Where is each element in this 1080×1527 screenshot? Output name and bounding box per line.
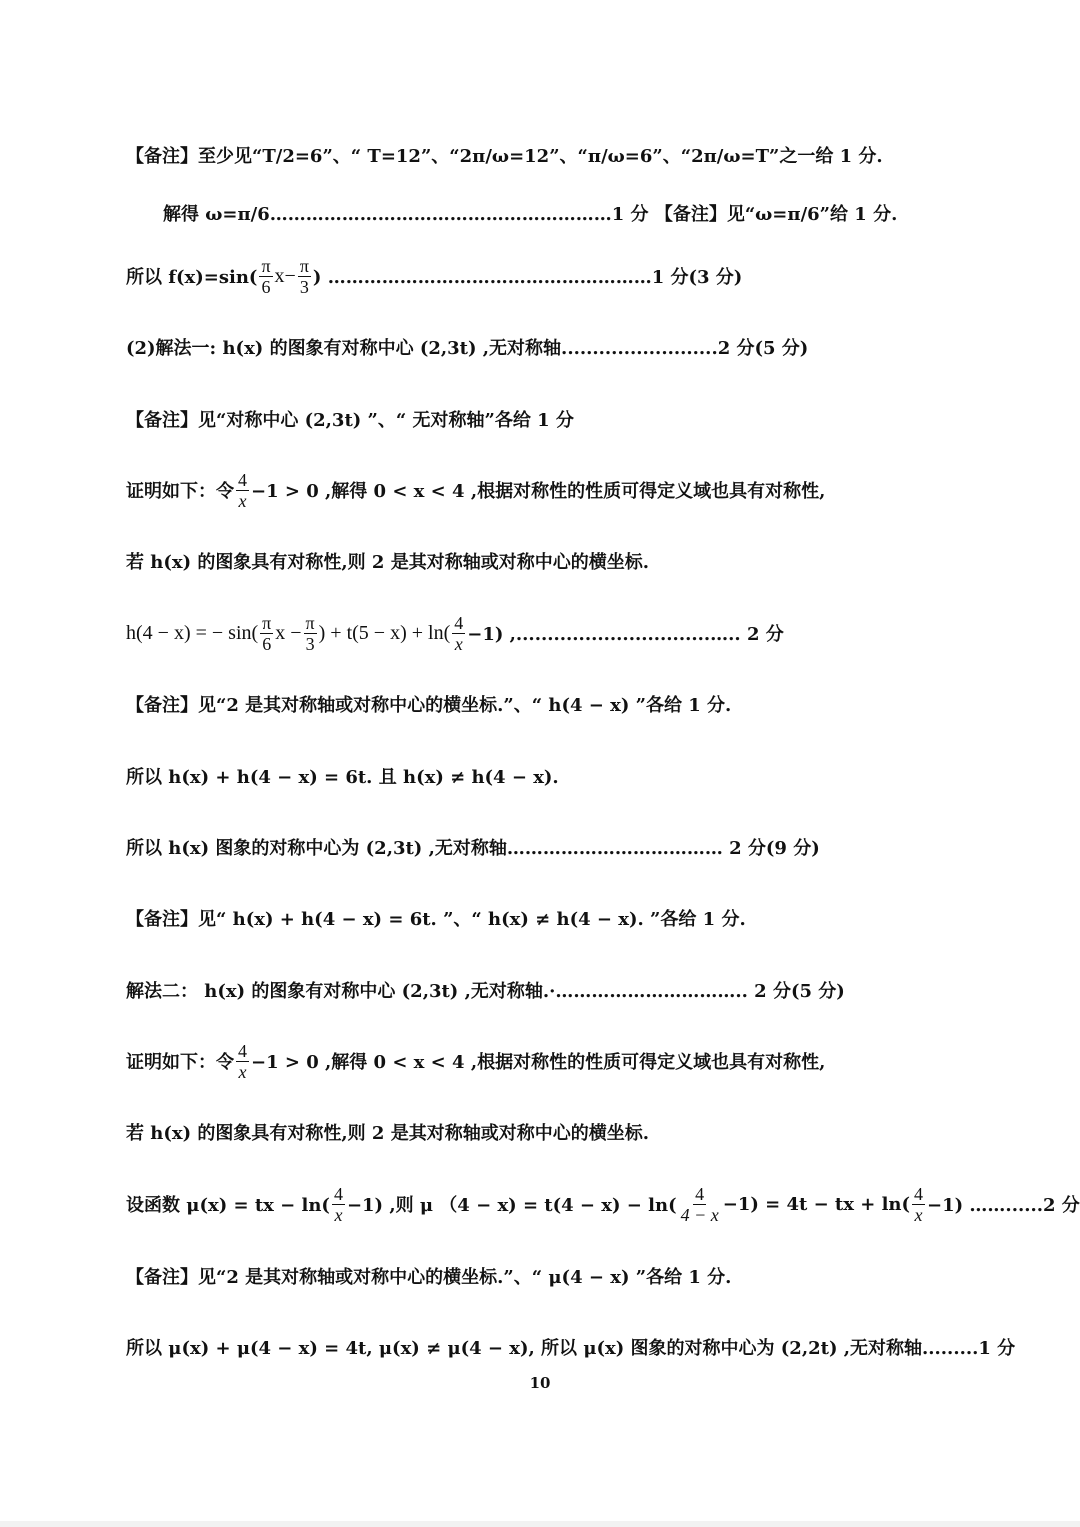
fraction-pi-6: $\frac{\pi}{6}$: [261, 255, 271, 297]
function-result-line: 所以 f(x)=sin( $\frac{\pi}{6}$ x− $\frac{\pi}{3}$ ) ………………………………………………1 分(3 分): [126, 255, 743, 297]
page-number: 10: [529, 1374, 551, 1392]
part2-method1-line: (2)解法一: h(x) 的图象有对称中心 (2,3t) ,无对称轴.........................2 分(5 分): [126, 338, 809, 359]
fraction-pi-3: $\frac{\pi}{3}$: [305, 612, 315, 654]
mu-definition-line: 设函数 μ(x) = tx − ln( $\frac{4}{x}$ −1) ,则 μ （4 − x) = t(4 − x) − ln( $\frac{4}{4 - x}$ −1) = 4t − tx + ln( $\frac{4}{x}$ −1) ……......2 分: [126, 1183, 1080, 1225]
fraction-4-over-4-minus-x: $\frac{4}{4 - x}$: [680, 1183, 719, 1225]
solve-omega-line: 解得 ω=π/6…………………………………………………1 分 【备注】见“ω=π/6”给 1 分.: [163, 204, 898, 225]
note-line-3: 【备注】见“2 是其对称轴或对称中心的横坐标.”、“ h(4 − x) ”各给 1 分.: [126, 695, 732, 716]
fraction-pi-3: $\frac{\pi}{3}$: [299, 255, 309, 297]
symmetry-line-2: 若 h(x) 的图象具有对称性,则 2 是其对称轴或对称中心的横坐标.: [126, 1123, 649, 1144]
fraction-4-x: $\frac{4}{x}$: [333, 1183, 343, 1225]
sum-line-1: 所以 h(x) + h(4 − x) = 6t. 且 h(x) ≠ h(4 − x).: [126, 767, 559, 788]
proof-line-1: 证明如下：令 $\frac{4}{x}$ −1 > 0 ,解得 0 < x < 4 ,根据对称性的性质可得定义域也具有对称性,: [126, 469, 826, 511]
fraction-4-x: $\frac{4}{x}$: [238, 1040, 247, 1082]
note-line-1: 【备注】至少见“T/2=6”、“ T=12”、“2π/ω=12”、“π/ω=6”、“2π/ω=T”之一给 1 分.: [126, 146, 883, 167]
note-line-4: 【备注】见“ h(x) + h(4 − x) = 6t. ”、“ h(x) ≠ h(4 − x). ”各给 1 分.: [126, 909, 746, 930]
method2-line: 解法二： h(x) 的图象有对称中心 (2,3t) ,无对称轴.·………………………….. 2 分(5 分): [126, 981, 845, 1002]
fraction-4-x: $\frac{4}{x}$: [914, 1183, 924, 1225]
fraction-4-x: $\frac{4}{x}$: [454, 612, 464, 654]
h-4-minus-x-line: h(4 − x) = − sin( $\frac{\pi}{6}$ x − $\frac{\pi}{3}$ ) + t(5 − x) + ln( $\frac{4}{x}$ −1) ,...............................….. 2 分: [126, 612, 784, 654]
note-line-5: 【备注】见“2 是其对称轴或对称中心的横坐标.”、“ μ(4 − x) ”各给 1 分.: [126, 1267, 732, 1288]
conclusion-line-1: 所以 h(x) 图象的对称中心为 (2,3t) ,无对称轴……………………………… 2 分(9 分): [126, 838, 820, 859]
symmetry-line-1: 若 h(x) 的图象具有对称性,则 2 是其对称轴或对称中心的横坐标.: [126, 552, 649, 573]
note-line-2: 【备注】见“对称中心 (2,3t) ”、“ 无对称轴”各给 1 分: [126, 410, 574, 431]
page-bottom-edge: [0, 1521, 1080, 1527]
fraction-pi-6: $\frac{\pi}{6}$: [262, 612, 272, 654]
fraction-4-x: $\frac{4}{x}$: [238, 469, 247, 511]
mu-conclusion-line: 所以 μ(x) + μ(4 − x) = 4t, μ(x) ≠ μ(4 − x), 所以 μ(x) 图象的对称中心为 (2,2t) ,无对称轴.........1 分: [126, 1338, 1016, 1359]
proof-line-2: 证明如下：令 $\frac{4}{x}$ −1 > 0 ,解得 0 < x < 4 ,根据对称性的性质可得定义域也具有对称性,: [126, 1040, 826, 1082]
